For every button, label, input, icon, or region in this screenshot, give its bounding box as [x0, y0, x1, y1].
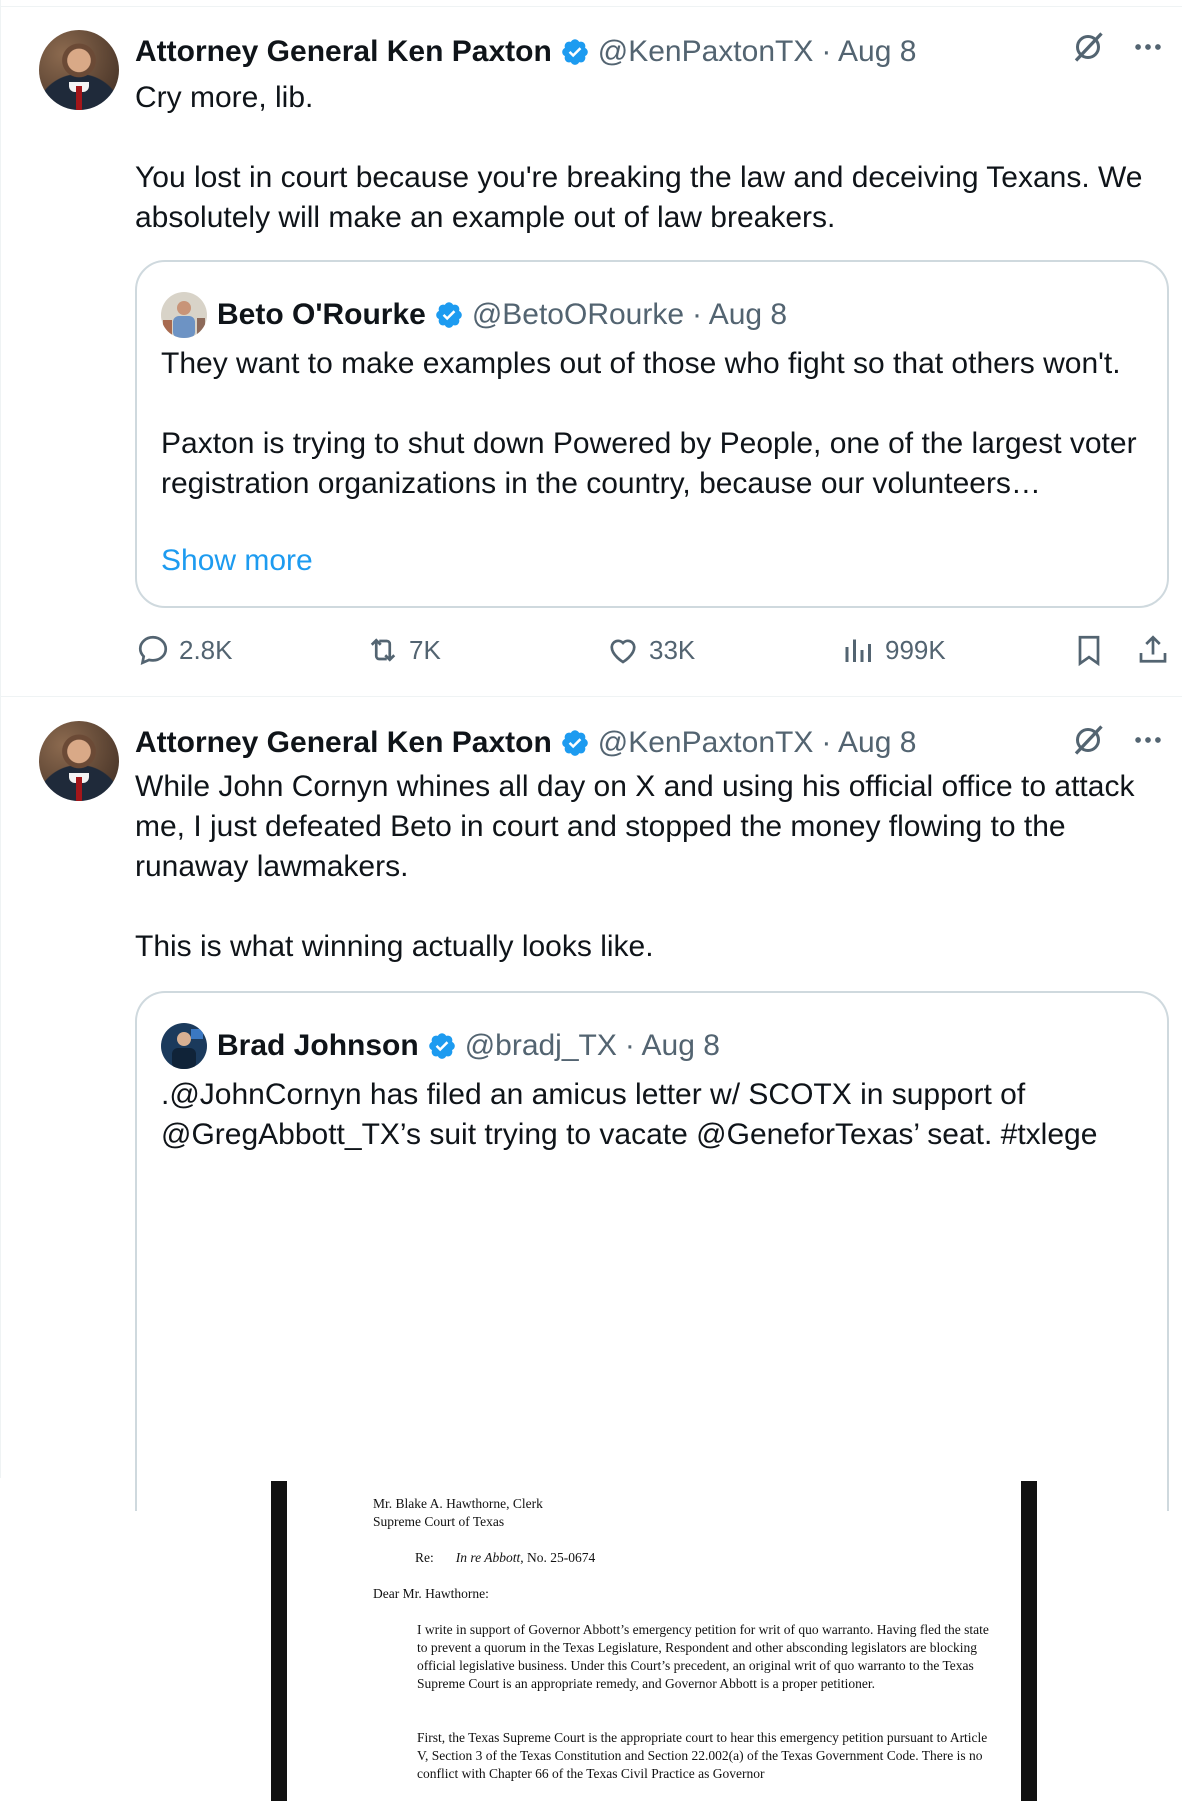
- avatar[interactable]: [39, 721, 119, 801]
- like-count: 33K: [649, 634, 696, 665]
- views-icon: [841, 632, 877, 668]
- like-button[interactable]: [605, 632, 695, 668]
- quoted-tweet-header: [161, 1023, 720, 1069]
- tweet-header: [135, 30, 916, 74]
- tweet-metrics-bar: [135, 632, 1171, 676]
- tweet-date[interactable]: · Aug 8: [821, 35, 917, 68]
- document-re-label: Re:: [415, 1550, 434, 1565]
- bookmark-icon: [1071, 632, 1107, 668]
- author-name[interactable]: Attorney General Ken Paxton: [135, 35, 552, 68]
- document-case-number: , No. 25-0674: [520, 1550, 596, 1565]
- author-handle[interactable]: @KenPaxtonTX: [597, 35, 814, 68]
- tweet[interactable]: [1, 697, 1182, 1781]
- quoted-tweet-date: · Aug 8: [624, 1029, 720, 1062]
- bookmark-button[interactable]: [1071, 632, 1107, 668]
- views-count: 999K: [885, 634, 946, 665]
- reply-button[interactable]: [135, 632, 233, 668]
- more-icon[interactable]: [1129, 721, 1167, 759]
- grok-icon[interactable]: [1069, 28, 1107, 66]
- views-button[interactable]: [841, 632, 946, 668]
- like-icon: [605, 632, 641, 668]
- verified-badge-icon: [427, 1031, 457, 1061]
- avatar-tie: [76, 86, 82, 110]
- author-handle[interactable]: @KenPaxtonTX: [597, 726, 814, 759]
- quoted-tweet-text: .@JohnCornyn has filed an amicus letter w/ SCOTX in support of @GregAbbott_TX’s suit trying to vacate @GeneforTexas’ seat. #txlege: [161, 1078, 1098, 1151]
- quoted-author-handle: @BetoORourke: [471, 298, 685, 331]
- reply-icon: [135, 632, 171, 668]
- quoted-tweet-date: · Aug 8: [692, 298, 788, 331]
- share-icon: [1135, 632, 1171, 668]
- avatar-tie: [76, 777, 82, 801]
- quoted-avatar: [161, 292, 207, 338]
- share-button[interactable]: [1135, 632, 1171, 668]
- reply-count: 2.8K: [179, 634, 233, 665]
- tweet[interactable]: [1, 0, 1182, 697]
- verified-badge-icon: [560, 728, 590, 758]
- quoted-tweet-header: [161, 292, 787, 338]
- tweet-top-actions: [1069, 28, 1167, 66]
- quoted-tweet[interactable]: [135, 260, 1169, 608]
- document-court-line: Supreme Court of Texas: [373, 1514, 505, 1529]
- show-more-link[interactable]: Show more: [161, 544, 313, 577]
- verified-badge-icon: [434, 300, 464, 330]
- quoted-author-handle: @bradj_TX: [464, 1029, 617, 1062]
- repost-icon: [365, 632, 401, 668]
- tweet-top-actions: [1069, 721, 1167, 759]
- document-address: [373, 1495, 543, 1531]
- quoted-author-name: Beto O'Rourke: [217, 298, 426, 331]
- grok-icon[interactable]: [1069, 721, 1107, 759]
- tweet-header: [135, 721, 916, 765]
- quoted-author-name: Brad Johnson: [217, 1029, 419, 1062]
- more-icon[interactable]: [1129, 28, 1167, 66]
- author-name[interactable]: Attorney General Ken Paxton: [135, 726, 552, 759]
- verified-badge-icon: [560, 37, 590, 67]
- repost-button[interactable]: [365, 632, 441, 668]
- document-re-line: [415, 1549, 595, 1567]
- document-clerk-line: Mr. Blake A. Hawthorne, Clerk: [373, 1496, 543, 1511]
- quoted-tweet[interactable]: [135, 991, 1169, 1781]
- document-salutation: Dear Mr. Hawthorne:: [373, 1586, 489, 1601]
- document-paragraph-2: First, the Texas Supreme Court is the appropriate court to hear this emergency petition pursuant to Article V, Section 3 of the Texas Constitution and Section 22.002(a) of the Texas Government Code. There is no conflict with Chapter 66 of the Texas Civil Practice as Governor: [417, 1730, 988, 1781]
- tweet-text: Cry more, lib. You lost in court because you're breaking the law and deceiving Texans. We absolutely will make an example out of law breakers.: [135, 81, 1143, 234]
- quoted-avatar: [161, 1023, 207, 1069]
- quoted-document-image[interactable]: [271, 1481, 1037, 1801]
- quoted-tweet-text: They want to make examples out of those who fight so that others won't. Paxton is trying to shut down Powered by People, one of the largest voter registration organizations in the country, because our volunteers…: [161, 347, 1137, 500]
- repost-count: 7K: [409, 634, 441, 665]
- document-paragraph-1: I write in support of Governor Abbott’s emergency petition for writ of quo warranto. Having fled the state to prevent a quorum in the Texas Legislature, Respondent and other absconding legislators are blocking official legislative business. Under this Court’s precedent, an original writ of quo warranto to the Texas Supreme Court is an appropriate remedy, and Governor Abbott is a proper petitioner.: [417, 1622, 989, 1691]
- tweet-date[interactable]: · Aug 8: [821, 726, 917, 759]
- tweet-text: While John Cornyn whines all day on X and using his official office to attack me, I just defeated Beto in court and stopped the money flowing to the runaway lawmakers. This is what winning actually looks like.: [135, 770, 1135, 963]
- document-case-name: In re Abbott: [455, 1550, 521, 1565]
- avatar[interactable]: [39, 30, 119, 110]
